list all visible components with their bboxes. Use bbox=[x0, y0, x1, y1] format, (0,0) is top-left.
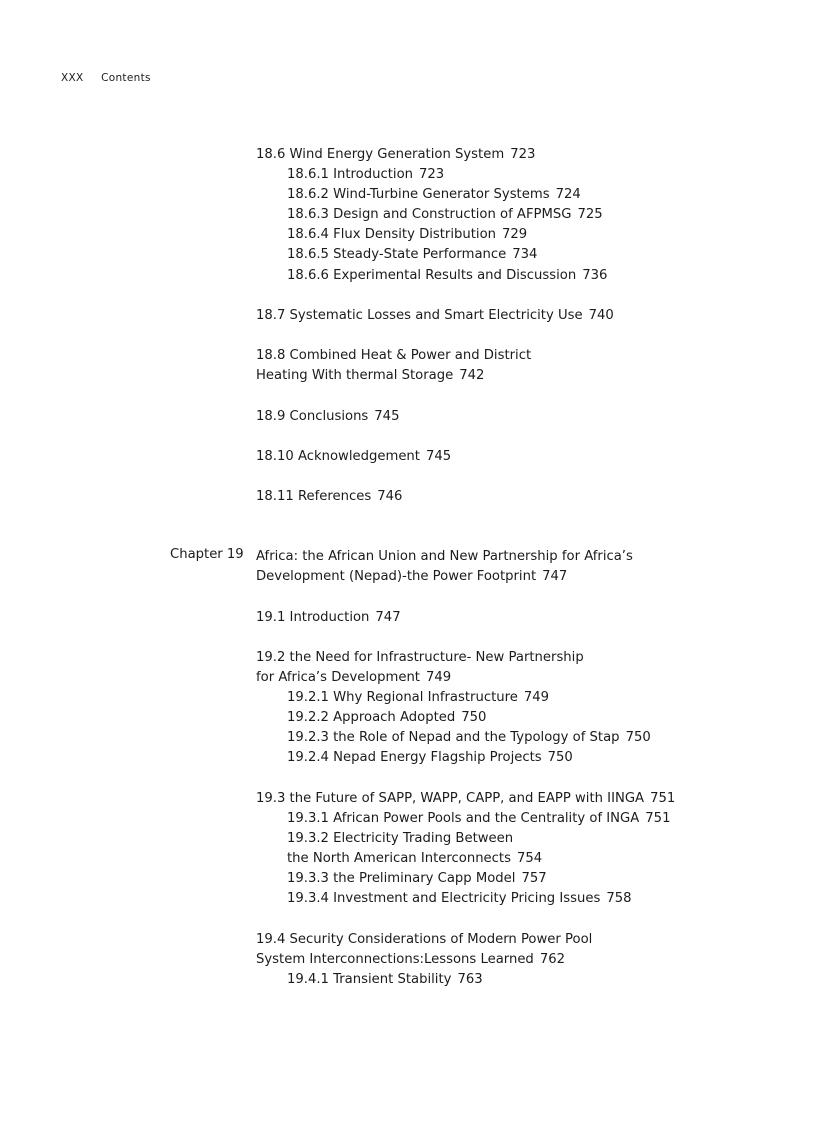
toc-entry[interactable] bbox=[256, 407, 399, 427]
toc-entry-title: 18.8 Combined Heat & Power and District bbox=[256, 348, 532, 363]
toc-page-number: 742 bbox=[459, 368, 485, 384]
toc-entry[interactable] bbox=[256, 145, 607, 165]
toc-entry-title: for Africa’s Development bbox=[256, 670, 420, 686]
toc-page-number: 750 bbox=[547, 750, 573, 766]
toc-page-number: 762 bbox=[539, 952, 565, 968]
toc-page-number: 763 bbox=[457, 972, 483, 988]
toc-page-number: 750 bbox=[461, 710, 487, 726]
chapter-title[interactable] bbox=[256, 547, 633, 567]
toc-entry-title: 19.2.3 the Role of Nepad and the Typology of Stap bbox=[287, 730, 620, 746]
toc-entry-title: 18.6.4 Flux Density Distribution bbox=[287, 227, 497, 243]
toc-page-number: 736 bbox=[582, 267, 608, 283]
toc-subentry[interactable] bbox=[256, 809, 675, 829]
toc-subentry[interactable] bbox=[256, 728, 651, 748]
toc-page-number: 725 bbox=[577, 207, 603, 223]
toc-page-number: 723 bbox=[510, 147, 536, 162]
chapter-title-continuation[interactable] bbox=[256, 567, 633, 587]
chapter-label: Chapter 19 bbox=[170, 547, 244, 562]
toc-entry-title: 19.3.1 African Power Pools and the Centrality of INGA bbox=[287, 811, 640, 827]
toc-entry[interactable] bbox=[256, 930, 592, 950]
toc-section-18-6 bbox=[256, 145, 607, 286]
toc-section-18-11 bbox=[256, 487, 402, 507]
toc-subentry[interactable] bbox=[256, 185, 607, 205]
toc-page-number: 754 bbox=[516, 851, 543, 867]
toc-entry-title: 18.6.1 Introduction bbox=[287, 167, 413, 183]
toc-page-number: 757 bbox=[521, 871, 547, 887]
toc-page-number: 746 bbox=[377, 489, 403, 504]
running-head-title: Contents bbox=[101, 72, 151, 84]
toc-page-number: 751 bbox=[650, 791, 676, 806]
toc-page-number: 750 bbox=[625, 730, 651, 746]
toc-entry-title: Heating With thermal Storage bbox=[256, 368, 454, 384]
running-head bbox=[61, 72, 151, 84]
toc-entry-title: 18.6.3 Design and Construction of AFPMSG bbox=[287, 207, 572, 223]
toc-subentry[interactable] bbox=[256, 205, 607, 225]
toc-entry-title: 19.2 the Need for Infrastructure- New Partnership bbox=[256, 650, 584, 665]
toc-subentry[interactable] bbox=[256, 245, 607, 265]
toc-page-number: 751 bbox=[645, 811, 671, 827]
toc-entry-title: 18.6 Wind Energy Generation System bbox=[256, 147, 505, 162]
toc-entry[interactable] bbox=[256, 648, 651, 668]
toc-page-number: 723 bbox=[419, 167, 445, 183]
toc-page-number: 740 bbox=[588, 308, 614, 323]
toc-section-19-4 bbox=[256, 930, 592, 990]
toc-section-18-8 bbox=[256, 346, 531, 386]
toc-subentry[interactable] bbox=[256, 970, 592, 990]
toc-page-number: 745 bbox=[425, 449, 452, 464]
toc-entry-title: 19.2.2 Approach Adopted bbox=[287, 710, 456, 726]
toc-entry[interactable] bbox=[256, 789, 675, 809]
toc-entry-title: System Interconnections:Lessons Learned bbox=[256, 952, 534, 968]
toc-entry[interactable] bbox=[256, 306, 614, 326]
toc-entry-title: 18.9 Conclusions bbox=[256, 409, 369, 424]
toc-entry-continuation[interactable] bbox=[256, 668, 651, 688]
toc-entry[interactable] bbox=[256, 346, 531, 366]
toc-subentry[interactable] bbox=[256, 869, 675, 889]
toc-entry-continuation[interactable] bbox=[256, 950, 592, 970]
toc-entry-title: 18.7 Systematic Losses and Smart Electricity Use bbox=[256, 308, 583, 323]
toc-entry-title: 18.6.5 Steady-State Performance bbox=[287, 247, 507, 263]
toc-chapter-19-title bbox=[256, 547, 633, 587]
toc-entry-title: 18.6.6 Experimental Results and Discussion bbox=[287, 267, 577, 283]
toc-page-number: 758 bbox=[606, 891, 632, 907]
toc-page-number: 749 bbox=[523, 690, 550, 706]
toc-section-19-3 bbox=[256, 789, 675, 910]
toc-entry-title: 19.2.1 Why Regional Infrastructure bbox=[287, 690, 518, 706]
toc-entry-title: 19.3.3 the Preliminary Capp Model bbox=[287, 871, 516, 887]
toc-page-number: 745 bbox=[374, 409, 400, 424]
toc-entry-title: 19.2.4 Nepad Energy Flagship Projects bbox=[287, 750, 542, 766]
toc-section-18-9 bbox=[256, 407, 399, 427]
toc-entry-title: 19.4 Security Considerations of Modern Power Pool bbox=[256, 932, 593, 947]
toc-entry-continuation[interactable] bbox=[256, 366, 531, 386]
page-folio: XXX bbox=[61, 72, 84, 84]
toc-section-19-2 bbox=[256, 648, 651, 769]
toc-entry-title: 19.3.4 Investment and Electricity Pricing Issues bbox=[287, 891, 601, 907]
toc-subentry[interactable] bbox=[256, 748, 651, 768]
toc-subentry[interactable] bbox=[256, 688, 651, 708]
toc-section-18-7 bbox=[256, 306, 614, 326]
toc-section-19-1 bbox=[256, 608, 401, 628]
toc-section-18-10 bbox=[256, 447, 451, 467]
toc-entry-title: 19.4.1 Transient Stability bbox=[287, 972, 452, 988]
toc-page-number: 734 bbox=[512, 247, 538, 263]
toc-page-number: 747 bbox=[542, 569, 568, 585]
toc-entry-title: 19.1 Introduction bbox=[256, 610, 370, 625]
toc-entry-title: 18.6.2 Wind-Turbine Generator Systems bbox=[287, 187, 550, 203]
toc-subentry-continuation[interactable] bbox=[256, 849, 675, 869]
toc-entry[interactable] bbox=[256, 608, 401, 628]
toc-page-number: 724 bbox=[555, 187, 581, 203]
toc-page-number: 749 bbox=[425, 670, 452, 686]
toc-entry[interactable] bbox=[256, 447, 451, 467]
toc-entry-title: 18.11 References bbox=[256, 489, 372, 504]
toc-entry[interactable] bbox=[256, 487, 402, 507]
toc-subentry[interactable] bbox=[256, 165, 607, 185]
toc-page-number: 747 bbox=[375, 610, 401, 625]
toc-subentry[interactable] bbox=[256, 225, 607, 245]
toc-subentry[interactable] bbox=[256, 708, 651, 728]
toc-page-number: 729 bbox=[502, 227, 528, 243]
toc-entry-title: 19.3.2 Electricity Trading Between bbox=[287, 831, 514, 847]
toc-subentry[interactable] bbox=[256, 889, 675, 909]
toc-subentry[interactable] bbox=[256, 266, 607, 286]
toc-subentry[interactable] bbox=[256, 829, 675, 849]
toc-entry-title: the North American Interconnects bbox=[287, 851, 511, 867]
toc-entry-title: Africa: the African Union and New Partnership for Africa’s bbox=[256, 549, 633, 564]
toc-entry-title: Development (Nepad)-the Power Footprint bbox=[256, 569, 537, 585]
toc-entry-title: 18.10 Acknowledgement bbox=[256, 449, 420, 464]
toc-entry-title: 19.3 the Future of SAPP, WAPP, CAPP, and EAPP with IINGA bbox=[256, 791, 645, 806]
